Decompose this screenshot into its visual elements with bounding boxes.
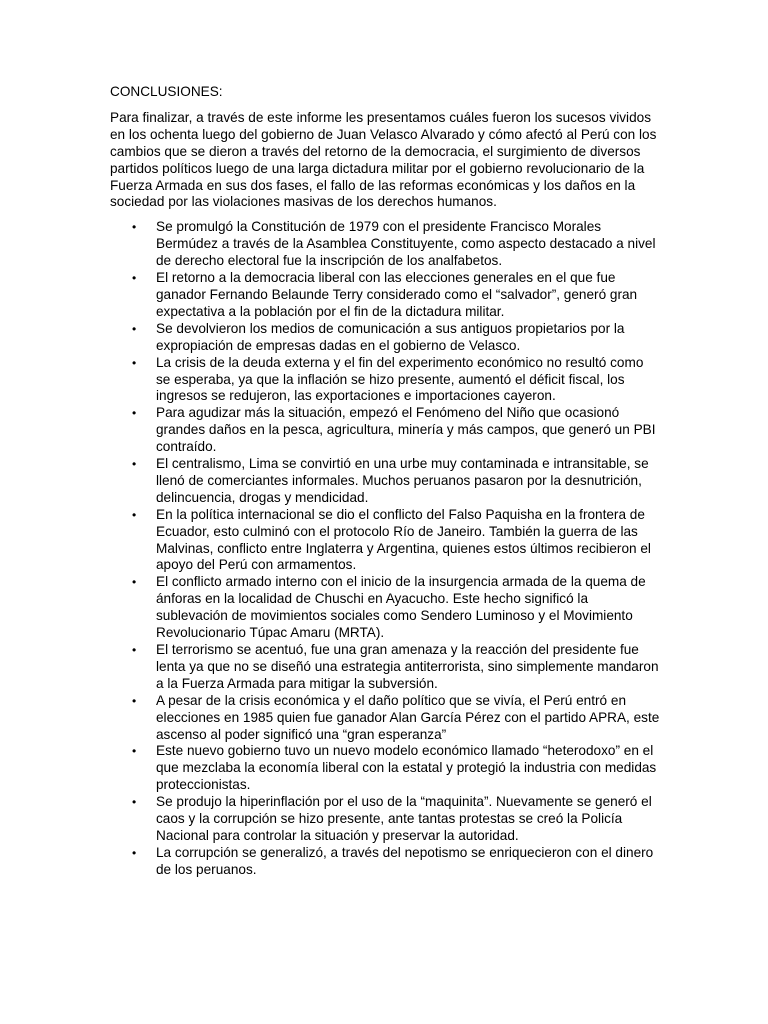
list-item-text: Se promulgó la Constitución de 1979 con el presidente Francisco Morales Bermúdez a través de la Asamblea Constituyente, como aspecto destacado a nivel de derecho electoral fue la inscripción de los analfabetos. [156,219,656,269]
bullet-icon: • [132,321,137,336]
bullet-icon: • [132,643,137,657]
list-item-text: A pesar de la crisis económica y el daño político que se vivía, el Perú entró en elecciones en 1985 quien fue ganador Alan García Pérez con el partido APRA, este ascenso al poder significó una “gran esperanza” [156,692,660,742]
bullet-icon: • [132,220,137,235]
page-heading: CONCLUSIONES: [110,84,223,99]
list-item-text: El conflicto armado interno con el inicio de la insurgencia armada de la quema de ánforas en la localidad de Chuschi en Ayacucho. Este hecho significó la sublevación de movimientos sociales como Sendero Luminoso y el Movimiento Revolucionario Túpac Amaru (MRTA). [156,574,646,641]
list-item-text: El retorno a la democracia liberal con las elecciones generales en el que fue ganador Fernando Belaunde Terry considerado como el “salvador”, generó gran expectativa a la población por el fin de la dictadura militar. [156,270,638,319]
list-item-text: En la política internacional se dio el conflicto del Falso Paquisha en la frontera de Ecuador, esto culminó con el protocolo Río de Janeiro. También la guerra de las Malvinas, conflicto entre Inglaterra y Argentina, quienes estos últimos recibieron el apoyo del Perú con armamentos. [156,506,651,573]
bullet-icon: • [132,507,137,522]
list-item-text: Se produjo la hiperinflación por el uso de la “maquinita”. Nuevamente se generó el caos y la corrupción se hizo presente, ante tantas protestas se creó la Policía Nacional para controlar la situación y preservar la autoridad. [156,794,652,843]
list-item [110,642,660,693]
list-item [110,270,660,321]
list-item [110,845,660,879]
conclusions-list [110,219,660,878]
bullet-icon: • [132,271,137,286]
bullet-icon: • [132,744,137,759]
bullet-icon: • [132,693,137,708]
list-item-text: Para agudizar más la situación, empezó el Fenómeno del Niño que ocasionó grandes daños en la pesca, agricultura, minería y más campos, que generó un PBI contraído. [156,405,656,455]
intro-paragraph: Para finalizar, a través de este informe les presentamos cuáles fueron los sucesos vividos en los ochenta luego del gobierno de Juan Velasco Alvarado y cómo afectó al Perú con los cambios que se dieron a través del retorno de la democracia, el surgimiento de diversos partidos políticos luego de una larga dictadura militar por el gobierno revolucionario de la Fuerza Armada en sus dos fases, el fallo de las reformas económicas y los daños en la sociedad por las violaciones masivas de los derechos humanos. [110,109,657,210]
list-item [110,743,660,794]
list-item [110,456,660,507]
bullet-icon: • [132,845,137,860]
list-item [110,405,660,456]
bullet-icon: • [132,406,137,421]
list-item-text: Se devolvieron los medios de comunicación a sus antiguos propietarios por la expropiación de empresas dadas en el gobierno de Velasco. [156,320,625,353]
list-item [110,507,660,575]
list-item [110,321,660,355]
list-item-text: Este nuevo gobierno tuvo un nuevo modelo económico llamado “heterodoxo” en el que mezclaba la economía liberal con la estatal y protegió la industria con medidas proteccionistas. [156,743,657,793]
list-item-text: La crisis de la deuda externa y el fin del experimento económico no resultó como se esperaba, ya que la inflación se hizo presente, aumentó el déficit fiscal, los ingresos se redujeron, las exportaciones e importaciones cayeron. [156,354,644,404]
bullet-icon: • [132,355,137,370]
list-item-text: La corrupción se generalizó, a través del nepotismo se enriquecieron con el dinero de los peruanos. [156,844,654,877]
bullet-icon: • [132,575,137,590]
list-item [110,574,660,642]
bullet-icon: • [132,457,137,472]
list-item-text: El centralismo, Lima se convirtió en una urbe muy contaminada e intransitable, se llenó de comerciantes informales. Muchos peruanos pasaron por la desnutrición, delincuencia, drogas y mendicidad. [156,456,649,505]
list-item [110,355,660,406]
list-item-text: El terrorismo se acentuó, fue una gran amenaza y la reacción del presidente fue lenta ya que no se diseñó una estrategia antiterrorista, sino simplemente mandaron a la Fuerza Armada para mitigar la subversión. [156,642,659,691]
bullet-icon: • [132,795,137,810]
list-item [110,794,660,845]
list-item [110,693,660,744]
list-item [110,219,660,270]
